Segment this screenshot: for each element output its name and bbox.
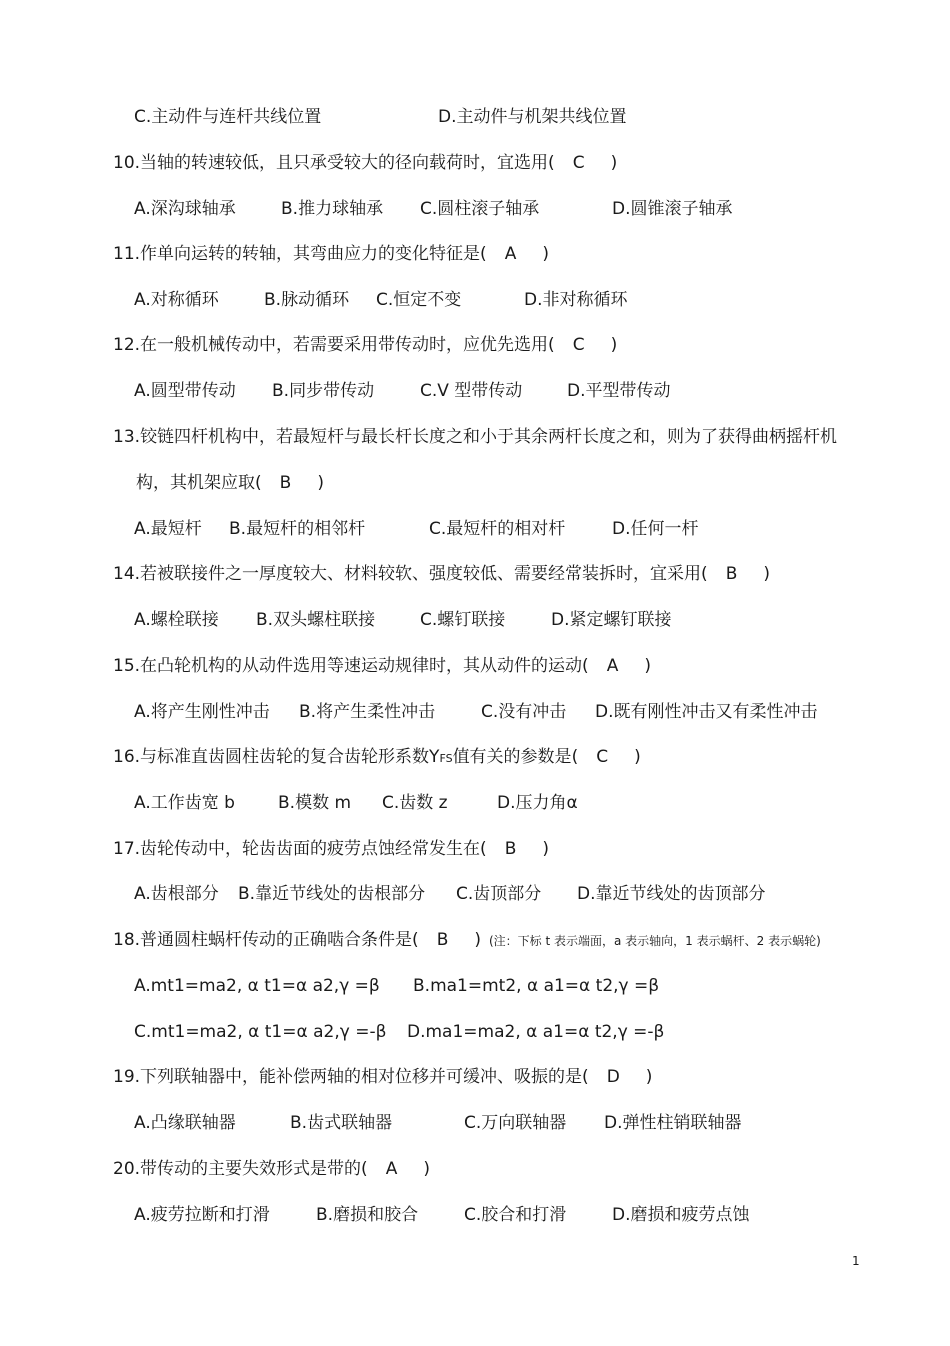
q18-option-a: A.mt1=ma2, α t1=α a2,γ =β [134, 976, 380, 996]
q11-option-b: B.脉动循环 [264, 290, 350, 310]
question-text: 19.下列联轴器中，能补偿两轴的相对位移并可缓冲、吸振的是 [113, 1067, 583, 1087]
q14-option-d: D.紧定螺钉联接 [551, 610, 672, 630]
q17-option-b: B.靠近节线处的齿根部分 [238, 884, 426, 904]
question-13-continued: 构，其机架应取( B ) [136, 473, 324, 493]
q15-option-a: A.将产生刚性冲击 [134, 702, 270, 722]
question-17: 17.齿轮传动中，轮齿齿面的疲劳点蚀经常发生在( B ) [113, 839, 549, 859]
answer: A [504, 244, 517, 264]
q14-option-a: A.螺栓联接 [134, 610, 219, 630]
question-text: 10.当轴的转速较低，且只承受较大的径向载荷时，宜选用 [113, 153, 549, 173]
q17-option-c: C.齿顶部分 [456, 884, 542, 904]
q18-option-c: C.mt1=ma2, α t1=α a2,γ =-β [134, 1022, 387, 1042]
question-text-continued: 构，其机架应取 [136, 473, 255, 493]
q12-option-c: C.V 型带传动 [420, 381, 523, 401]
q14-option-b: B.双头螺柱联接 [256, 610, 376, 630]
answer: A [385, 1159, 398, 1179]
answer: C [572, 153, 585, 173]
q13-option-b: B.最短杆的相邻杆 [229, 519, 366, 539]
page-number: 1 [852, 1254, 860, 1268]
answer: B [504, 839, 517, 859]
q13-option-a: A.最短杆 [134, 519, 202, 539]
question-18: 18.普通圆柱蜗杆传动的正确啮合条件是( B ) (注：下标 t 表示端面，a 表示轴向，1 表示蜗杆、2 表示蜗轮) [113, 930, 821, 950]
q17-option-a: A.齿根部分 [134, 884, 219, 904]
answer: C [572, 335, 585, 355]
question-16: 16.与标准直齿圆柱齿轮的复合齿轮形系数YFS值有关的参数是( C ) [113, 747, 641, 767]
question-text: 16.与标准直齿圆柱齿轮的复合齿轮形系数 [113, 747, 430, 767]
question-20: 20.带传动的主要失效形式是带的( A ) [113, 1159, 430, 1179]
q10-option-a: A.深沟球轴承 [134, 199, 236, 219]
question-note: (注：下标 t 表示端面，a 表示轴向，1 表示蜗杆、2 表示蜗轮) [489, 934, 821, 948]
q18-option-b: B.ma1=mt2, α a1=α t2,γ =β [413, 976, 660, 996]
q19-option-c: C.万向联轴器 [464, 1113, 567, 1133]
answer: B [436, 930, 449, 950]
q14-option-c: C.螺钉联接 [420, 610, 506, 630]
symbol-subscript: FS [439, 752, 453, 765]
q16-option-b: B.模数 m [278, 793, 352, 813]
q18-option-d: D.ma1=ma2, α a1=α t2,γ =-β [407, 1022, 665, 1042]
q19-option-a: A.凸缘联轴器 [134, 1113, 236, 1133]
answer: B [725, 564, 738, 584]
answer: D [606, 1067, 620, 1087]
question-text: 20.带传动的主要失效形式是带的 [113, 1159, 362, 1179]
q17-option-d: D.靠近节线处的齿顶部分 [577, 884, 766, 904]
answer: A [606, 656, 619, 676]
question-text: 14.若被联接件之一厚度较大、材料较软、强度较低、需要经常装拆时，宜采用 [113, 564, 702, 584]
q13-option-d: D.任何一杆 [612, 519, 699, 539]
q13-option-c: C.最短杆的相对杆 [429, 519, 566, 539]
question-text: 13.铰链四杆机构中，若最短杆与最长杆长度之和小于其余两杆长度之和，则为了获得曲柄摇杆机 [113, 427, 838, 447]
question-11: 11.作单向运转的转轴，其弯曲应力的变化特征是( A ) [113, 244, 549, 264]
q19-option-b: B.齿式联轴器 [290, 1113, 393, 1133]
q16-option-c: C.齿数 z [382, 793, 448, 813]
q16-option-a: A.工作齿宽 b [134, 793, 235, 813]
question-15: 15.在凸轮机构的从动件选用等速运动规律时，其从动件的运动( A ) [113, 656, 651, 676]
q12-option-a: A.圆型带传动 [134, 381, 236, 401]
q20-option-a: A.疲劳拉断和打滑 [134, 1205, 270, 1225]
question-text: 12.在一般机械传动中，若需要采用带传动时，应优先选用 [113, 335, 549, 355]
q15-option-d: D.既有刚性冲击又有柔性冲击 [595, 702, 818, 722]
q19-option-d: D.弹性柱销联轴器 [604, 1113, 742, 1133]
q9-option-c: C.主动件与连杆共线位置 [134, 107, 322, 127]
question-text: 11.作单向运转的转轴，其弯曲应力的变化特征是 [113, 244, 481, 264]
q12-option-b: B.同步带传动 [272, 381, 375, 401]
q20-option-b: B.磨损和胶合 [316, 1205, 419, 1225]
question-13 [113, 426, 837, 448]
question-19: 19.下列联轴器中，能补偿两轴的相对位移并可缓冲、吸振的是( D ) [113, 1067, 653, 1087]
answer: B [279, 473, 292, 493]
question-text-end: 值有关的参数是 [452, 747, 572, 767]
q9-option-d: D.主动件与机架共线位置 [438, 107, 627, 127]
q20-option-d: D.磨损和疲劳点蚀 [612, 1205, 750, 1225]
q10-option-c: C.圆柱滚子轴承 [420, 199, 540, 219]
question-text: 15.在凸轮机构的从动件选用等速运动规律时，其从动件的运动 [113, 656, 583, 676]
question-14: 14.若被联接件之一厚度较大、材料较软、强度较低、需要经常装拆时，宜采用( B ) [113, 564, 770, 584]
q16-option-d: D.压力角α [497, 793, 578, 813]
q10-option-d: D.圆锥滚子轴承 [612, 199, 733, 219]
q11-option-c: C.恒定不变 [376, 290, 462, 310]
question-10: 10.当轴的转速较低，且只承受较大的径向载荷时，宜选用( C ) [113, 153, 618, 173]
q11-option-d: D.非对称循环 [524, 290, 628, 310]
question-text: 18.普通圆柱蜗杆传动的正确啮合条件是 [113, 930, 413, 950]
question-12: 12.在一般机械传动中，若需要采用带传动时，应优先选用( C ) [113, 335, 618, 355]
q12-option-d: D.平型带传动 [567, 381, 671, 401]
q15-option-b: B.将产生柔性冲击 [299, 702, 436, 722]
q20-option-c: C.胶合和打滑 [464, 1205, 567, 1225]
question-text: 17.齿轮传动中，轮齿齿面的疲劳点蚀经常发生在 [113, 839, 481, 859]
answer: C [596, 747, 609, 767]
q11-option-a: A.对称循环 [134, 290, 219, 310]
symbol-y: Y [429, 747, 440, 767]
q10-option-b: B.推力球轴承 [281, 199, 384, 219]
q15-option-c: C.没有冲击 [481, 702, 567, 722]
